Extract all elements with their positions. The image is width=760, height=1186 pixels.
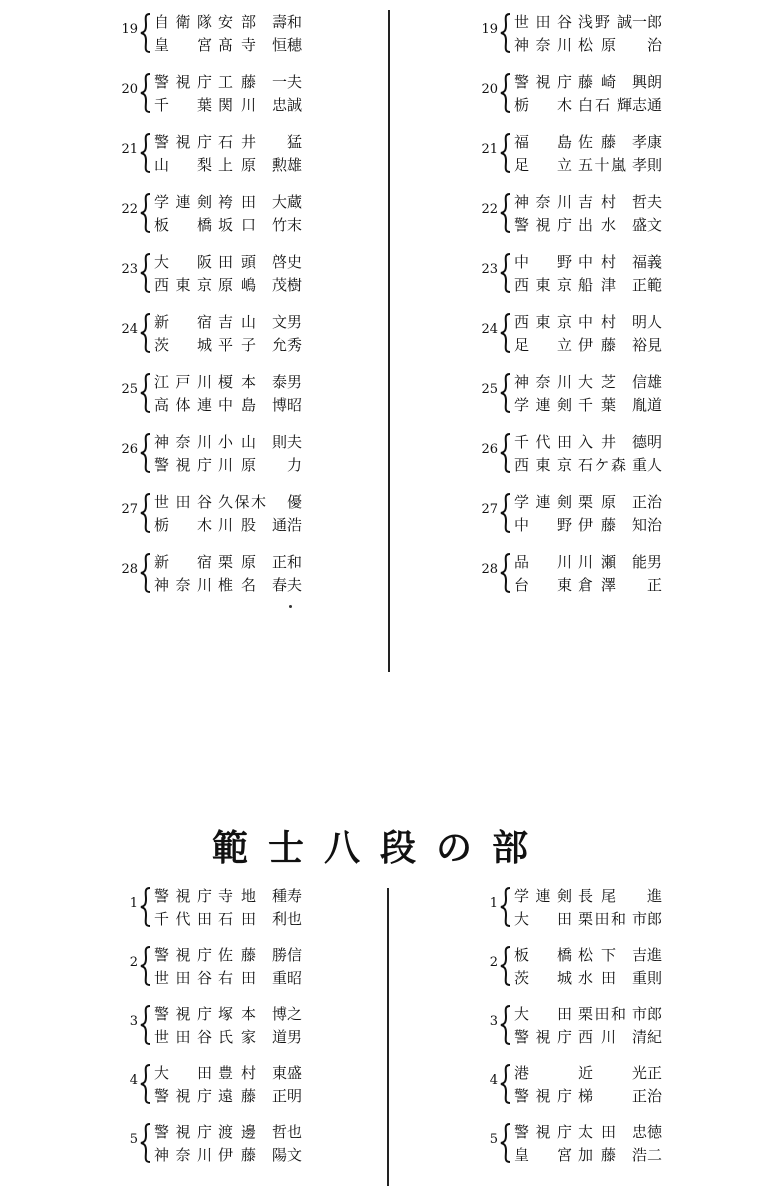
affiliation: 世田谷 xyxy=(154,493,212,511)
given-name: 重昭 xyxy=(271,969,302,987)
given-name: 啓史 xyxy=(271,253,302,271)
brace-icon xyxy=(140,133,152,173)
surname: 出水 xyxy=(578,216,616,234)
surname: 渡邊 xyxy=(218,1123,256,1141)
given-name: 正明 xyxy=(271,1087,302,1105)
given-name: 興朗 xyxy=(631,73,662,91)
match-number: 24 xyxy=(481,322,498,337)
match-number: 28 xyxy=(481,562,498,577)
surname: 千葉 xyxy=(578,396,616,414)
given-name: 博昭 xyxy=(271,396,302,414)
given-name: 市郎 xyxy=(631,1005,662,1023)
brace-icon xyxy=(500,373,512,413)
match-number: 21 xyxy=(481,142,498,157)
given-name: 優 xyxy=(286,493,302,511)
affiliation: 板橋 xyxy=(514,946,572,964)
match-number: 27 xyxy=(121,502,138,517)
surname: 大芝 xyxy=(578,373,616,391)
brace-icon xyxy=(140,1005,152,1045)
surname: 髙寺 xyxy=(218,36,256,54)
given-name: 茂樹 xyxy=(271,276,302,294)
affiliation: 足立 xyxy=(514,156,572,174)
match-number: 1 xyxy=(489,896,498,911)
given-name: 春夫 xyxy=(271,576,302,594)
surname: 榎本 xyxy=(218,373,256,391)
brace-icon xyxy=(140,13,152,53)
surname: 栗原 xyxy=(578,493,616,511)
brace-icon xyxy=(140,493,152,533)
affiliation: 神奈川 xyxy=(514,193,572,211)
affiliation: 西東京 xyxy=(514,456,572,474)
surname: 水田 xyxy=(578,969,616,987)
brace-icon xyxy=(140,433,152,473)
affiliation: 警視庁 xyxy=(154,456,212,474)
brace-icon xyxy=(500,73,512,113)
affiliation: 大田 xyxy=(154,1064,212,1082)
affiliation: 千代田 xyxy=(154,910,212,928)
given-name: 市郎 xyxy=(631,910,662,928)
affiliation: 神奈川 xyxy=(514,373,572,391)
affiliation: 学連剣 xyxy=(514,493,572,511)
surname: 遠藤 xyxy=(218,1087,256,1105)
given-name: 利也 xyxy=(271,910,302,928)
given-name: 清紀 xyxy=(631,1028,662,1046)
match-number: 19 xyxy=(481,22,498,37)
match-number: 3 xyxy=(489,1014,498,1029)
match-number: 28 xyxy=(121,562,138,577)
affiliation: 茨城 xyxy=(154,336,212,354)
surname: 右田 xyxy=(218,969,256,987)
given-name: 種寿 xyxy=(271,887,302,905)
stray-dot xyxy=(289,605,292,608)
affiliation: 新宿 xyxy=(154,313,212,331)
affiliation: 自衛隊 xyxy=(154,13,212,31)
affiliation: 警視庁 xyxy=(514,1028,572,1046)
affiliation: 世田谷 xyxy=(154,1028,212,1046)
given-name: 進 xyxy=(646,887,662,905)
given-name: 誠一郎 xyxy=(616,13,662,31)
given-name: 勲雄 xyxy=(271,156,302,174)
surname: 伊藤 xyxy=(218,1146,256,1164)
affiliation: 警視庁 xyxy=(154,1087,212,1105)
affiliation: 江戸川 xyxy=(154,373,212,391)
match-number: 26 xyxy=(121,442,138,457)
given-name: 吉進 xyxy=(631,946,662,964)
surname: 西川 xyxy=(578,1028,616,1046)
surname: 川瀬 xyxy=(578,553,616,571)
match-number: 2 xyxy=(129,955,138,970)
brace-icon xyxy=(500,946,512,986)
surname: 川原 xyxy=(218,456,256,474)
match-number: 22 xyxy=(121,202,138,217)
given-name: 信雄 xyxy=(631,373,662,391)
surname: 石田 xyxy=(218,910,256,928)
match-number: 5 xyxy=(129,1132,138,1147)
given-name: 孝則 xyxy=(631,156,662,174)
surname: 入井 xyxy=(578,433,616,451)
affiliation: 警視庁 xyxy=(154,1005,212,1023)
brace-icon xyxy=(500,1064,512,1104)
given-name: 忠誠 xyxy=(271,96,302,114)
top-left-column xyxy=(110,10,300,610)
surname: 原嶋 xyxy=(218,276,256,294)
surname: 中村 xyxy=(578,313,616,331)
given-name: 能男 xyxy=(631,553,662,571)
surname: 袴田 xyxy=(218,193,256,211)
surname: 吉村 xyxy=(578,193,616,211)
brace-icon xyxy=(140,553,152,593)
match-number: 27 xyxy=(481,502,498,517)
affiliation: 皇宮 xyxy=(154,36,212,54)
surname: 平子 xyxy=(218,336,256,354)
surname: 白石 xyxy=(578,96,610,114)
surname: 工藤 xyxy=(218,73,256,91)
brace-icon xyxy=(140,1123,152,1163)
match-number: 4 xyxy=(129,1073,138,1088)
brace-icon xyxy=(500,553,512,593)
surname: 太田 xyxy=(578,1123,616,1141)
affiliation: 港 xyxy=(514,1064,530,1082)
match-number: 4 xyxy=(489,1073,498,1088)
brace-icon xyxy=(500,493,512,533)
match-number: 19 xyxy=(121,22,138,37)
affiliation: 警視庁 xyxy=(514,1087,572,1105)
given-name: 福義 xyxy=(631,253,662,271)
top-right-column xyxy=(470,10,660,610)
affiliation: 栃木 xyxy=(514,96,572,114)
affiliation: 山梨 xyxy=(154,156,212,174)
affiliation: 警視庁 xyxy=(154,1123,212,1141)
affiliation: 台東 xyxy=(514,576,572,594)
affiliation: 福島 xyxy=(514,133,572,151)
surname: 田頭 xyxy=(218,253,256,271)
affiliation: 世田谷 xyxy=(514,13,572,31)
given-name: 壽和 xyxy=(271,13,302,31)
affiliation: 西東京 xyxy=(514,313,572,331)
surname: 近 xyxy=(578,1064,594,1082)
brace-icon xyxy=(140,193,152,233)
surname: 栗田和 xyxy=(578,910,626,928)
affiliation: 警視庁 xyxy=(514,73,572,91)
surname: 久保木 xyxy=(218,493,266,511)
given-name: 正治 xyxy=(631,493,662,511)
brace-icon xyxy=(500,133,512,173)
given-name: 哲夫 xyxy=(631,193,662,211)
given-name: 博之 xyxy=(271,1005,302,1023)
affiliation: 世田谷 xyxy=(154,969,212,987)
given-name: 大蔵 xyxy=(271,193,302,211)
affiliation: 神奈川 xyxy=(514,36,572,54)
bottom-right-column xyxy=(470,884,660,1184)
affiliation: 大田 xyxy=(514,1005,572,1023)
given-name: 通浩 xyxy=(271,516,302,534)
match-number: 26 xyxy=(481,442,498,457)
bottom-left-column xyxy=(110,884,300,1184)
bottom-divider xyxy=(387,888,389,1186)
given-name: 忠徳 xyxy=(631,1123,662,1141)
given-name: 盛文 xyxy=(631,216,662,234)
brace-icon xyxy=(500,313,512,353)
given-name: 恒穂 xyxy=(271,36,302,54)
surname: 伊藤 xyxy=(578,336,616,354)
surname: 坂口 xyxy=(218,216,256,234)
surname: 浅野 xyxy=(578,13,610,31)
affiliation: 品川 xyxy=(514,553,572,571)
brace-icon xyxy=(500,887,512,927)
given-name: 德明 xyxy=(631,433,662,451)
affiliation: 中野 xyxy=(514,253,572,271)
affiliation: 西東京 xyxy=(154,276,212,294)
match-number: 2 xyxy=(489,955,498,970)
match-number: 24 xyxy=(121,322,138,337)
surname: 寺地 xyxy=(218,887,256,905)
surname: 塚本 xyxy=(218,1005,256,1023)
affiliation: 警視庁 xyxy=(514,1123,572,1141)
match-number: 5 xyxy=(489,1132,498,1147)
surname: 栗原 xyxy=(218,553,256,571)
affiliation: 神奈川 xyxy=(154,576,212,594)
given-name: 胤道 xyxy=(631,396,662,414)
surname: 石井 xyxy=(218,133,256,151)
brace-icon xyxy=(140,887,152,927)
brace-icon xyxy=(500,253,512,293)
affiliation: 大田 xyxy=(514,910,572,928)
given-name: 明人 xyxy=(631,313,662,331)
surname: 倉澤 xyxy=(578,576,616,594)
surname: 上原 xyxy=(218,156,256,174)
surname: 松下 xyxy=(578,946,616,964)
surname: 加藤 xyxy=(578,1146,616,1164)
given-name: 則夫 xyxy=(271,433,302,451)
match-number: 25 xyxy=(121,382,138,397)
brace-icon xyxy=(140,73,152,113)
surname: 佐藤 xyxy=(218,946,256,964)
surname: 伊藤 xyxy=(578,516,616,534)
match-number: 22 xyxy=(481,202,498,217)
match-number: 20 xyxy=(121,82,138,97)
given-name: 知治 xyxy=(631,516,662,534)
given-name: 允秀 xyxy=(271,336,302,354)
surname: 梯 xyxy=(578,1087,594,1105)
match-number: 1 xyxy=(129,896,138,911)
surname: 氏家 xyxy=(218,1028,256,1046)
brace-icon xyxy=(500,193,512,233)
surname: 栗田和 xyxy=(578,1005,626,1023)
given-name: 一夫 xyxy=(271,73,302,91)
surname: 藤崎 xyxy=(578,73,616,91)
given-name: 力 xyxy=(286,456,302,474)
given-name: 孝康 xyxy=(631,133,662,151)
given-name: 正 xyxy=(646,576,662,594)
given-name: 正和 xyxy=(271,553,302,571)
affiliation: 大阪 xyxy=(154,253,212,271)
affiliation: 神奈川 xyxy=(154,433,212,451)
affiliation: 千葉 xyxy=(154,96,212,114)
affiliation: 皇宮 xyxy=(514,1146,572,1164)
surname: 椎名 xyxy=(218,576,256,594)
affiliation: 中野 xyxy=(514,516,572,534)
affiliation: 警視庁 xyxy=(154,887,212,905)
brace-icon xyxy=(500,1123,512,1163)
brace-icon xyxy=(500,433,512,473)
match-number: 25 xyxy=(481,382,498,397)
affiliation: 千代田 xyxy=(514,433,572,451)
affiliation: 足立 xyxy=(514,336,572,354)
surname: 中村 xyxy=(578,253,616,271)
given-name: 文男 xyxy=(271,313,302,331)
affiliation: 西東京 xyxy=(514,276,572,294)
surname: 長尾 xyxy=(578,887,616,905)
match-number: 3 xyxy=(129,1014,138,1029)
match-number: 23 xyxy=(481,262,498,277)
affiliation: 神奈川 xyxy=(154,1146,212,1164)
surname: 石ケ森 xyxy=(578,456,626,474)
brace-icon xyxy=(140,373,152,413)
section-heading: 範士八段の部 xyxy=(211,828,548,869)
given-name: 道男 xyxy=(271,1028,302,1046)
brace-icon xyxy=(140,253,152,293)
brace-icon xyxy=(500,13,512,53)
given-name: 治 xyxy=(646,36,662,54)
surname: 五十嵐 xyxy=(578,156,626,174)
surname: 豊村 xyxy=(218,1064,256,1082)
affiliation: 学連剣 xyxy=(514,887,572,905)
surname: 関川 xyxy=(218,96,256,114)
brace-icon xyxy=(500,1005,512,1045)
brace-icon xyxy=(140,946,152,986)
surname: 安部 xyxy=(218,13,256,31)
given-name: 猛 xyxy=(286,133,302,151)
affiliation: 栃木 xyxy=(154,516,212,534)
surname: 佐藤 xyxy=(578,133,616,151)
brace-icon xyxy=(140,1064,152,1104)
given-name: 光正 xyxy=(631,1064,662,1082)
match-number: 23 xyxy=(121,262,138,277)
affiliation: 新宿 xyxy=(154,553,212,571)
given-name: 裕見 xyxy=(631,336,662,354)
affiliation: 警視庁 xyxy=(154,73,212,91)
affiliation: 警視庁 xyxy=(154,133,212,151)
top-divider xyxy=(388,10,390,672)
surname: 小山 xyxy=(218,433,256,451)
given-name: 勝信 xyxy=(271,946,302,964)
match-number: 20 xyxy=(481,82,498,97)
given-name: 泰男 xyxy=(271,373,302,391)
affiliation: 茨城 xyxy=(514,969,572,987)
given-name: 陽文 xyxy=(271,1146,302,1164)
surname: 川股 xyxy=(218,516,256,534)
given-name: 重人 xyxy=(631,456,662,474)
given-name: 東盛 xyxy=(271,1064,302,1082)
given-name: 正治 xyxy=(631,1087,662,1105)
affiliation: 学連剣 xyxy=(514,396,572,414)
given-name: 正範 xyxy=(631,276,662,294)
brace-icon xyxy=(140,313,152,353)
affiliation: 学連剣 xyxy=(154,193,212,211)
surname: 吉山 xyxy=(218,313,256,331)
given-name: 輝志通 xyxy=(616,96,662,114)
surname: 松原 xyxy=(578,36,616,54)
affiliation: 板橋 xyxy=(154,216,212,234)
affiliation: 警視庁 xyxy=(514,216,572,234)
surname: 中島 xyxy=(218,396,256,414)
given-name: 浩二 xyxy=(631,1146,662,1164)
given-name: 哲也 xyxy=(271,1123,302,1141)
given-name: 竹末 xyxy=(271,216,302,234)
surname: 船津 xyxy=(578,276,616,294)
given-name: 重則 xyxy=(631,969,662,987)
match-number: 21 xyxy=(121,142,138,157)
affiliation: 警視庁 xyxy=(154,946,212,964)
affiliation: 高体連 xyxy=(154,396,212,414)
